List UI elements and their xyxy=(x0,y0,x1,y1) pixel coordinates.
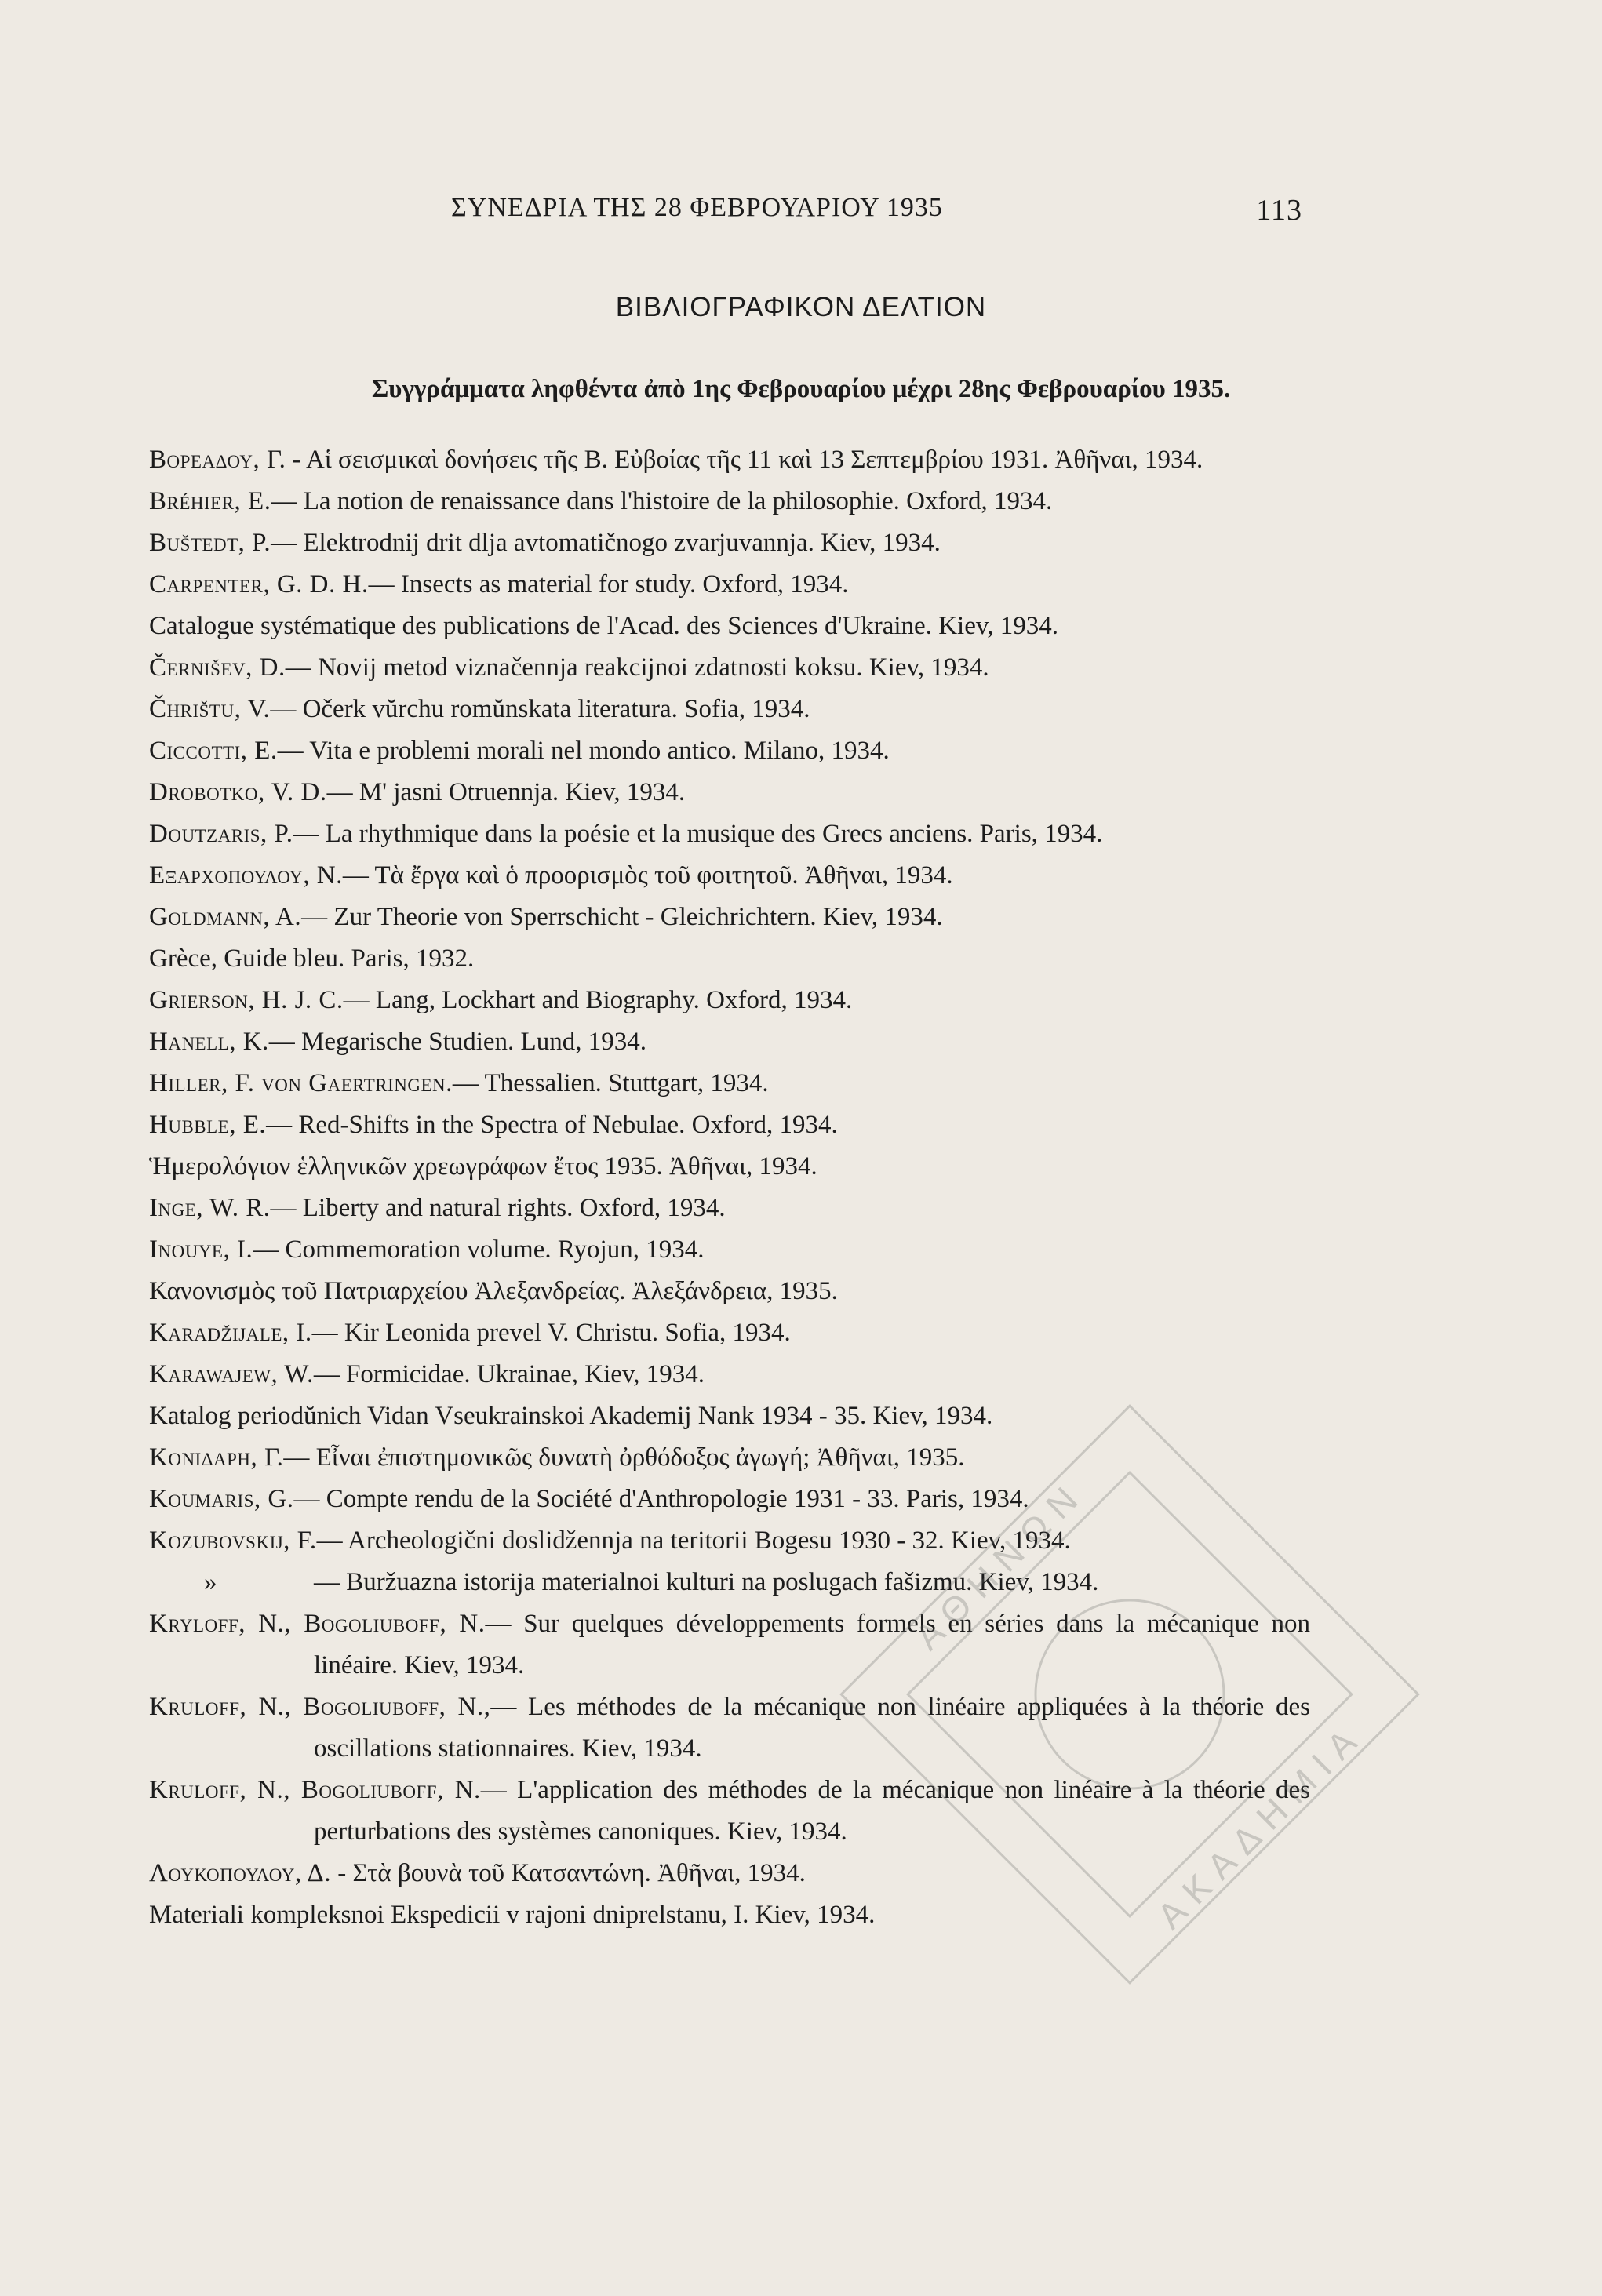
header-title: ΣΥΝΕΔΡΙΑ ΤΗΣ 28 ΦΕΒΡΟΥΑΡΙΟΥ 1935 xyxy=(451,193,943,222)
entry-text: — Archeologični doslidžennja na teritorii Bogesu 1930 - 32. Kiev, 1934. xyxy=(316,1526,1071,1555)
entry-text: — Thessalien. Stuttgart, 1934. xyxy=(452,1069,769,1097)
academy-stamp xyxy=(832,1396,1428,1992)
entry-text: — Sur quelques développements formels en séries dans la mécanique non linéaire. Kiev, 1934. xyxy=(314,1610,1310,1679)
entry-author: Goldmann, A. xyxy=(149,903,302,931)
entry-author: Karawajew, W. xyxy=(149,1360,314,1388)
entry-author: Kruloff, N., Bogoliuboff, N. xyxy=(149,1776,481,1804)
entry-author: Kruloff, N., Bogoliuboff, N., xyxy=(149,1693,491,1721)
entry-text: — Red-Shifts in the Spectra of Nebulae. Oxford, 1934. xyxy=(266,1111,838,1139)
bibliography-entry xyxy=(149,1271,1310,1312)
entry-author: Inge, W. R. xyxy=(149,1194,271,1222)
bibliography-entry xyxy=(149,813,1310,855)
entry-author: Buštedt, P. xyxy=(149,529,271,557)
bibliography-entry xyxy=(149,1104,1310,1146)
bibliography-entry xyxy=(149,938,1310,980)
entry-text: — M' jasni Otruennja. Kiev, 1934. xyxy=(326,778,686,806)
ditto-mark: » xyxy=(204,1568,217,1596)
bibliography-entry xyxy=(149,564,1310,606)
bibliography-entry xyxy=(149,647,1310,689)
entry-author: Drobotko, V. D. xyxy=(149,778,327,806)
entry-text: — Les méthodes de la mécanique non linéaire appliquées à la théorie des oscillations stationnaires. Kiev, 1934. xyxy=(314,1693,1310,1763)
entry-text: — L'application des méthodes de la mécanique non linéaire à la théorie des perturbations des systèmes canoniques. Kiev, 1934. xyxy=(314,1776,1310,1846)
bibliography-entry xyxy=(149,980,1310,1021)
entry-text: - Αἱ σεισμικαὶ δονήσεις τῆς Β. Εὐβοίας τῆς 11 καὶ 13 Σεπτεμβρίου 1931. Ἀθῆναι, 1934. xyxy=(286,446,1203,474)
bibliography-entry xyxy=(149,897,1310,938)
entry-text: Materiali kompleksnoi Ekspedicii v rajoni dniprelstanu, I. Kiev, 1934. xyxy=(149,1901,876,1929)
entry-text: — Lang, Lockhart and Biography. Oxford, 1934. xyxy=(343,986,853,1014)
entry-author: Hiller, F. von Gaertringen. xyxy=(149,1069,453,1097)
entry-author: Grierson, H. J. C. xyxy=(149,986,344,1014)
entry-author: Κονιδαρη, Γ. xyxy=(149,1443,284,1472)
entry-text: Ἡμερολόγιον ἑλληνικῶν χρεωγράφων ἔτος 1935. Ἀθῆναι, 1934. xyxy=(149,1152,817,1181)
entry-author: Εξαρχοπουλου, Ν. xyxy=(149,861,343,890)
entry-text: — Vita e problemi morali nel mondo antico. Milano, 1934. xyxy=(277,737,890,765)
entry-text: — Megarische Studien. Lund, 1934. xyxy=(268,1028,646,1056)
entry-text: — Kir Leonida prevel V. Christu. Sofia, 1934. xyxy=(311,1319,791,1347)
section-title: ΒΙΒΛΙΟΓΡΑΦΙΚΟΝ ΔΕΛΤΙΟΝ xyxy=(615,292,987,322)
entry-author: Kryloff, N., Bogoliuboff, N. xyxy=(149,1610,486,1638)
entry-text: — Τὰ ἔργα καὶ ὁ προορισμὸς τοῦ φοιτητοῦ. Ἀθῆναι, 1934. xyxy=(342,861,953,890)
entry-author: Carpenter, G. D. H. xyxy=(149,570,369,599)
entry-author: Hanell, K. xyxy=(149,1028,269,1056)
bibliography-entry xyxy=(149,606,1310,647)
entry-text: Κανονισμὸς τοῦ Πατριαρχείου Ἀλεξανδρείας. Ἀλεξάνδρεια, 1935. xyxy=(149,1277,838,1305)
entry-author: Karadžijale, I. xyxy=(149,1319,312,1347)
stamp-outer-border xyxy=(841,1406,1418,1982)
entry-text: — Compte rendu de la Société d'Anthropologie 1931 - 33. Paris, 1934. xyxy=(293,1485,1029,1513)
stamp-top-text: ΑΘΗΝΩΝ xyxy=(906,1471,1094,1658)
entry-text: — Očerk vŭrchu romŭnskata literatura. Sofia, 1934. xyxy=(270,695,810,723)
entry-text: — La rhythmique dans la poésie et la musique des Grecs anciens. Paris, 1934. xyxy=(293,820,1103,848)
entry-text: — Εἶναι ἐπιστημονικῶς δυνατὴ ὀρθόδοξος ἀγωγή; Ἀθῆναι, 1935. xyxy=(283,1443,965,1472)
entry-text: — Insects as material for study. Oxford, 1934. xyxy=(368,570,849,599)
stamp-emblem xyxy=(996,1561,1262,1827)
entry-author: Koumaris, G. xyxy=(149,1485,294,1513)
stamp-inner-border xyxy=(908,1472,1352,1916)
entry-author: Hubble, E. xyxy=(149,1111,267,1139)
stamp-left-text: ΑΚΑΔΗΜΙΑ xyxy=(1149,1713,1372,1937)
bibliography-entry xyxy=(149,855,1310,897)
running-header xyxy=(149,193,1302,227)
bibliography-entry xyxy=(149,1021,1310,1063)
bibliography-entry xyxy=(149,481,1310,522)
entry-text: — Elektrodnij drit dlja avtomatičnogo zvarjuvannja. Kiev, 1934. xyxy=(271,529,941,557)
page-number: 113 xyxy=(1256,194,1302,227)
entry-text: — Formicidae. Ukrainae, Kiev, 1934. xyxy=(313,1360,705,1388)
entry-text: — Commemoration volume. Ryojun, 1934. xyxy=(253,1235,705,1264)
entry-text: Katalog periodŭnich Vidan Vseukrainskoi Akademij Nank 1934 - 35. Kiev, 1934. xyxy=(149,1402,993,1430)
bibliography-entry xyxy=(149,1312,1310,1354)
bibliography-entry xyxy=(149,730,1310,772)
entry-text: Catalogue systématique des publications de l'Acad. des Sciences d'Ukraine. Kiev, 1934. xyxy=(149,612,1058,640)
entry-text: — Novij metod viznačennja reakcijnoi zdatnosti koksu. Kiev, 1934. xyxy=(285,653,989,682)
bibliography-entry xyxy=(149,439,1310,481)
entry-text: — Zur Theorie von Sperrschicht - Gleichrichtern. Kiev, 1934. xyxy=(301,903,943,931)
entry-author: Inouye, I. xyxy=(149,1235,253,1264)
bibliography-entry xyxy=(149,689,1310,730)
entry-author: Bréhier, E. xyxy=(149,487,271,515)
bibliography-entry xyxy=(149,1229,1310,1271)
entry-author: Kozubovskij, F. xyxy=(149,1526,317,1555)
bibliography-entry xyxy=(149,1146,1310,1188)
entry-author: Ciccotti, E. xyxy=(149,737,278,765)
bibliography-entry xyxy=(149,1354,1310,1395)
bibliography-entry xyxy=(149,522,1310,564)
entry-text: Grèce, Guide bleu. Paris, 1932. xyxy=(149,944,475,973)
bibliography-entry xyxy=(149,772,1310,813)
entry-author: Čhrištu, V. xyxy=(149,695,271,723)
section-subtitle: Συγγράμματα ληφθέντα ἀπὸ 1ης Φεβρουαρίου μέχρι 28ης Φεβρουαρίου 1935. xyxy=(371,375,1231,403)
entry-text: — Buržuazna istorija materialnoi kulturi na poslugach fašizmu. Kiev, 1934. xyxy=(314,1568,1099,1596)
entry-text: - Στὰ βουνὰ τοῦ Κατσαντώνη. Ἀθῆναι, 1934. xyxy=(331,1859,806,1887)
entry-author: Λουκοπουλου, Δ. xyxy=(149,1859,332,1887)
entry-author: Černišev, D. xyxy=(149,653,286,682)
entry-author: Βορεαδου, Γ. xyxy=(149,446,286,474)
entry-author: Doutzaris, P. xyxy=(149,820,293,848)
bibliography-entry xyxy=(149,1063,1310,1104)
entry-text: — La notion de renaissance dans l'histoire de la philosophie. Oxford, 1934. xyxy=(271,487,1053,515)
entry-text: — Liberty and natural rights. Oxford, 1934. xyxy=(270,1194,726,1222)
bibliography-entry xyxy=(149,1188,1310,1229)
